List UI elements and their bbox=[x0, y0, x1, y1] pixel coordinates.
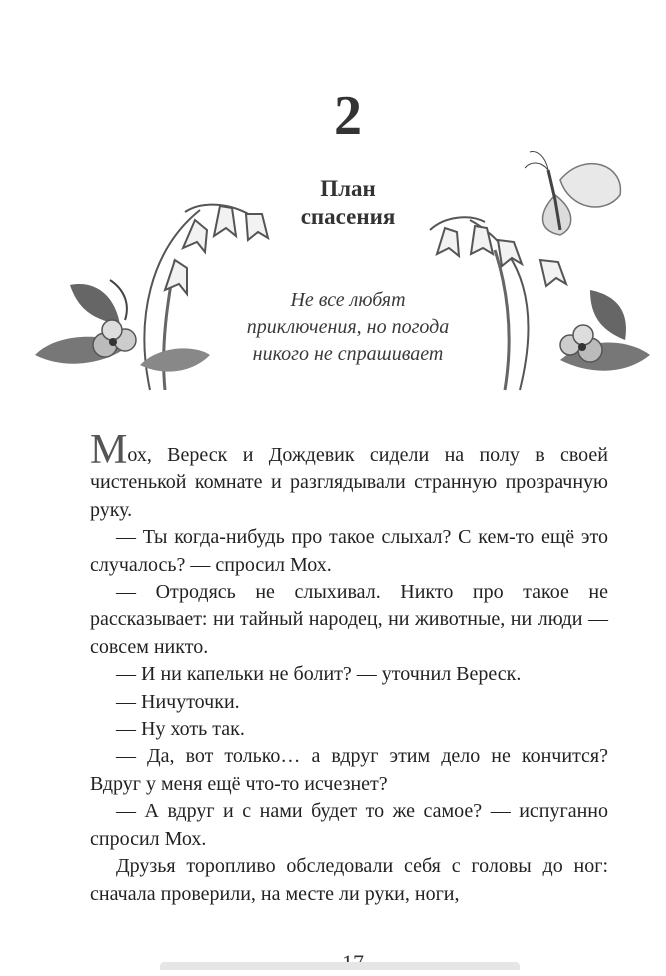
paragraph: — А вдруг и с нами будет то же самое? — испуганно спросил Мох. bbox=[90, 800, 608, 850]
chapter-title-line: спасения bbox=[300, 204, 396, 229]
chapter-number: 2 bbox=[334, 85, 362, 147]
paragraph: — Да, вот только… а вдруг этим дело не кончится? Вдруг у меня ещё что-то исчезнет? bbox=[90, 745, 608, 795]
paragraph: — Ты когда-нибудь про такое слыхал? С кем-то ещё это случалось? — спросил Мох. bbox=[90, 526, 608, 576]
chapter-title-line: План bbox=[320, 176, 376, 201]
paragraph: Друзья торопливо обследовали себя с головы до ног: сначала проверили, на месте ли руки, ноги, bbox=[90, 855, 608, 905]
epigraph-line: Не все любят bbox=[290, 289, 406, 311]
chapter-title bbox=[0, 175, 666, 231]
paragraph bbox=[90, 427, 608, 524]
drop-cap: М bbox=[90, 427, 128, 473]
paragraph: — Ну хоть так. bbox=[116, 718, 245, 741]
paragraph: — Ничуточки. bbox=[116, 690, 240, 713]
paragraph-text: ох, Вереск и Дождевик сидели на полу в своей чистенькой комнате и разглядывали странную прозрачную руку. bbox=[90, 444, 608, 521]
chapter-body bbox=[90, 427, 608, 908]
page-scroll-indicator bbox=[160, 962, 520, 970]
epigraph-line: приключения, но погода bbox=[246, 316, 450, 338]
epigraph bbox=[0, 287, 666, 368]
paragraph: — Отродясь не слыхивал. Никто про такое не рассказывает: ни тайный народец, ни животные, ни люди — совсем никто. bbox=[90, 581, 608, 658]
epigraph-line: никого не спрашивает bbox=[252, 343, 444, 365]
paragraph: — И ни капельки не болит? — уточнил Вереск. bbox=[116, 663, 522, 686]
